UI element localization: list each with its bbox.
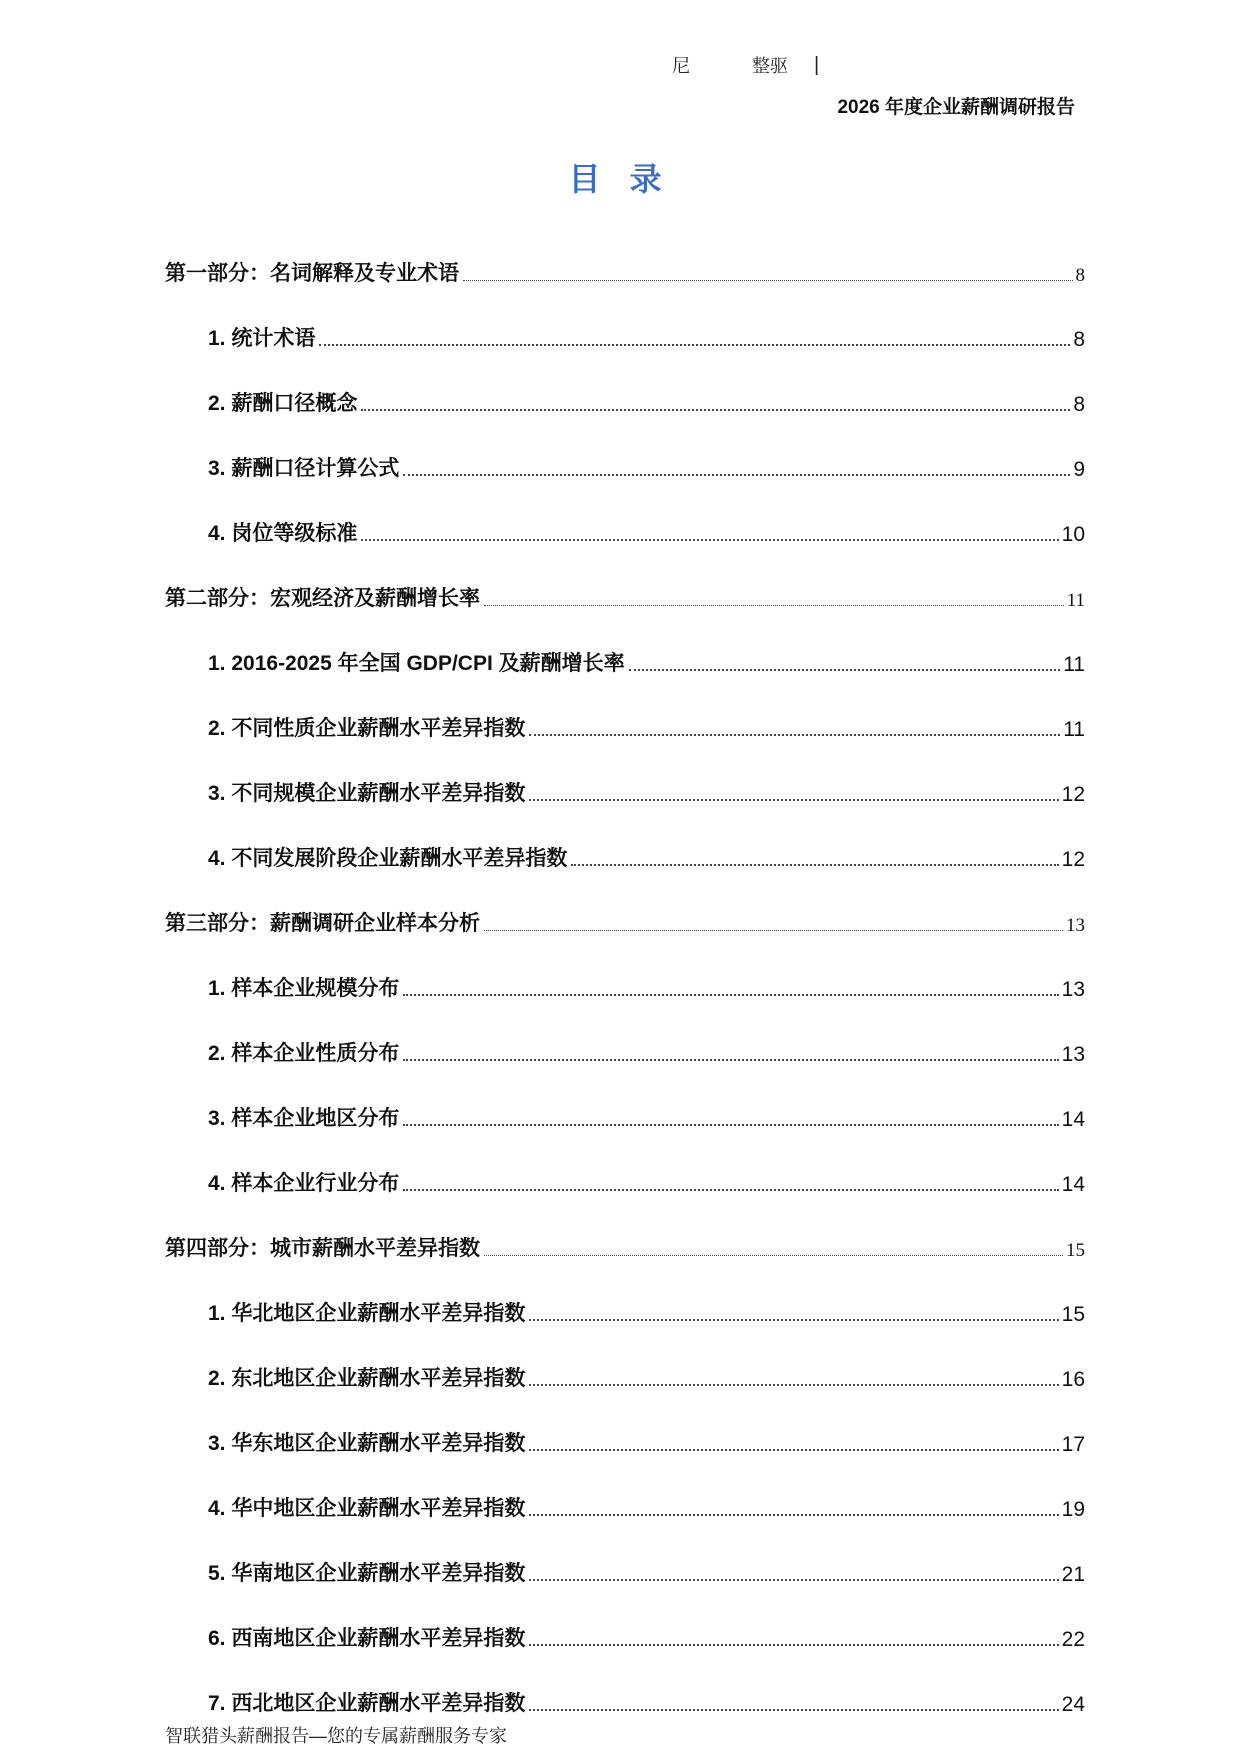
toc-entry-section[interactable] [165, 1262, 1085, 1327]
toc-entry-label: 1. 华北地区企业薪酬水平差异指数 [208, 1302, 526, 1325]
toc-entry-section[interactable] [165, 1457, 1085, 1522]
toc-page-number: 11 [1063, 718, 1085, 741]
toc-page-number: 15 [1061, 1303, 1085, 1326]
toc-heading: 目 录 [568, 161, 672, 197]
toc-leader-dots [403, 994, 1058, 996]
toc-leader-dots [361, 539, 1058, 541]
toc-page-number: 24 [1061, 1693, 1085, 1716]
toc-page-number: 19 [1061, 1498, 1085, 1521]
toc-entry-section[interactable] [165, 1587, 1085, 1652]
toc-entry-section[interactable] [165, 1652, 1085, 1717]
toc-entry-label: 第二部分：宏观经济及薪酬增长率 [165, 587, 480, 610]
toc-leader-dots [529, 734, 1060, 736]
table-of-contents [165, 222, 1085, 1717]
toc-page-number: 15 [1066, 1240, 1085, 1261]
toc-entry-section[interactable] [165, 612, 1085, 677]
toc-entry-label: 2. 不同性质企业薪酬水平差异指数 [208, 717, 526, 740]
toc-page-number: 17 [1061, 1433, 1085, 1456]
brand-logo-right: 整驱 [752, 56, 788, 76]
toc-leader-dots [529, 1449, 1058, 1451]
toc-entry-label: 7. 西北地区企业薪酬水平差异指数 [208, 1692, 526, 1715]
toc-leader-dots [529, 799, 1058, 801]
toc-leader-dots [403, 1059, 1058, 1061]
toc-page-number: 9 [1073, 458, 1085, 481]
report-title: 2026 年度企业薪酬调研报告 [837, 97, 1075, 118]
toc-entry-section[interactable] [165, 677, 1085, 742]
toc-page-number: 10 [1061, 523, 1085, 546]
toc-leader-dots [463, 280, 1073, 281]
toc-entry-label: 1. 统计术语 [208, 327, 316, 350]
toc-leader-dots [529, 1709, 1058, 1711]
toc-entry-part[interactable] [165, 1197, 1085, 1262]
toc-leader-dots [484, 930, 1063, 931]
toc-leader-dots [529, 1319, 1058, 1321]
toc-entry-label: 第四部分：城市薪酬水平差异指数 [165, 1237, 480, 1260]
toc-entry-section[interactable] [165, 807, 1085, 872]
toc-page-number: 13 [1066, 915, 1085, 936]
toc-entry-section[interactable] [165, 1002, 1085, 1067]
toc-leader-dots [319, 344, 1070, 346]
toc-entry-section[interactable] [165, 352, 1085, 417]
toc-page-number: 21 [1061, 1563, 1085, 1586]
toc-entry-label: 第三部分：薪酬调研企业样本分析 [165, 912, 480, 935]
toc-entry-part[interactable] [165, 872, 1085, 937]
toc-page-number: 12 [1061, 783, 1085, 806]
toc-page-number: 8 [1073, 393, 1085, 416]
toc-entry-section[interactable] [165, 287, 1085, 352]
toc-leader-dots [484, 605, 1064, 606]
toc-page-number: 13 [1061, 978, 1085, 1001]
toc-entry-section[interactable] [165, 482, 1085, 547]
toc-leader-dots [403, 1124, 1058, 1126]
toc-leader-dots [403, 474, 1070, 476]
toc-leader-dots [629, 669, 1061, 671]
toc-page-number: 16 [1061, 1368, 1085, 1391]
toc-leader-dots [361, 409, 1070, 411]
toc-entry-label: 6. 西南地区企业薪酬水平差异指数 [208, 1627, 526, 1650]
toc-page-number: 11 [1066, 590, 1085, 611]
toc-entry-label: 1. 2016-2025 年全国 GDP/CPI 及薪酬增长率 [208, 652, 625, 675]
toc-page-number: 14 [1061, 1173, 1085, 1196]
toc-entry-label: 第一部分：名词解释及专业术语 [165, 262, 459, 285]
toc-entry-section[interactable] [165, 937, 1085, 1002]
toc-entry-label: 4. 样本企业行业分布 [208, 1172, 400, 1195]
toc-entry-section[interactable] [165, 742, 1085, 807]
brand-logo-separator: | [814, 53, 820, 76]
toc-page-number: 22 [1061, 1628, 1085, 1651]
toc-entry-label: 3. 不同规模企业薪酬水平差异指数 [208, 782, 526, 805]
toc-entry-section[interactable] [165, 417, 1085, 482]
toc-entry-label: 2. 东北地区企业薪酬水平差异指数 [208, 1367, 526, 1390]
toc-entry-label: 3. 薪酬口径计算公式 [208, 457, 400, 480]
toc-entry-part[interactable] [165, 222, 1085, 287]
toc-entry-section[interactable] [165, 1067, 1085, 1132]
toc-leader-dots [403, 1189, 1058, 1191]
toc-leader-dots [484, 1255, 1063, 1256]
toc-page-number: 13 [1061, 1043, 1085, 1066]
toc-entry-section[interactable] [165, 1392, 1085, 1457]
brand-logo [672, 50, 819, 80]
toc-page-number: 8 [1075, 265, 1085, 286]
toc-page-number: 8 [1073, 328, 1085, 351]
toc-entry-label: 1. 样本企业规模分布 [208, 977, 400, 1000]
toc-entry-section[interactable] [165, 1132, 1085, 1197]
toc-entry-section[interactable] [165, 1327, 1085, 1392]
toc-leader-dots [529, 1514, 1058, 1516]
toc-entry-label: 3. 样本企业地区分布 [208, 1107, 400, 1130]
toc-leader-dots [529, 1644, 1058, 1646]
toc-entry-label: 4. 不同发展阶段企业薪酬水平差异指数 [208, 847, 568, 870]
toc-entry-section[interactable] [165, 1522, 1085, 1587]
toc-entry-label: 2. 样本企业性质分布 [208, 1042, 400, 1065]
toc-leader-dots [529, 1384, 1058, 1386]
toc-page-number: 12 [1061, 848, 1085, 871]
toc-entry-label: 4. 岗位等级标准 [208, 522, 358, 545]
toc-page-number: 11 [1063, 653, 1085, 676]
brand-logo-left: 尼 [672, 56, 690, 76]
toc-leader-dots [529, 1579, 1058, 1581]
page-footer: 智联猎头薪酬报告—您的专属薪酬服务专家 [165, 1726, 507, 1746]
toc-entry-part[interactable] [165, 547, 1085, 612]
toc-entry-label: 4. 华中地区企业薪酬水平差异指数 [208, 1497, 526, 1520]
toc-leader-dots [571, 864, 1058, 866]
toc-page-number: 14 [1061, 1108, 1085, 1131]
toc-entry-label: 3. 华东地区企业薪酬水平差异指数 [208, 1432, 526, 1455]
toc-entry-label: 5. 华南地区企业薪酬水平差异指数 [208, 1562, 526, 1585]
toc-entry-label: 2. 薪酬口径概念 [208, 392, 358, 415]
